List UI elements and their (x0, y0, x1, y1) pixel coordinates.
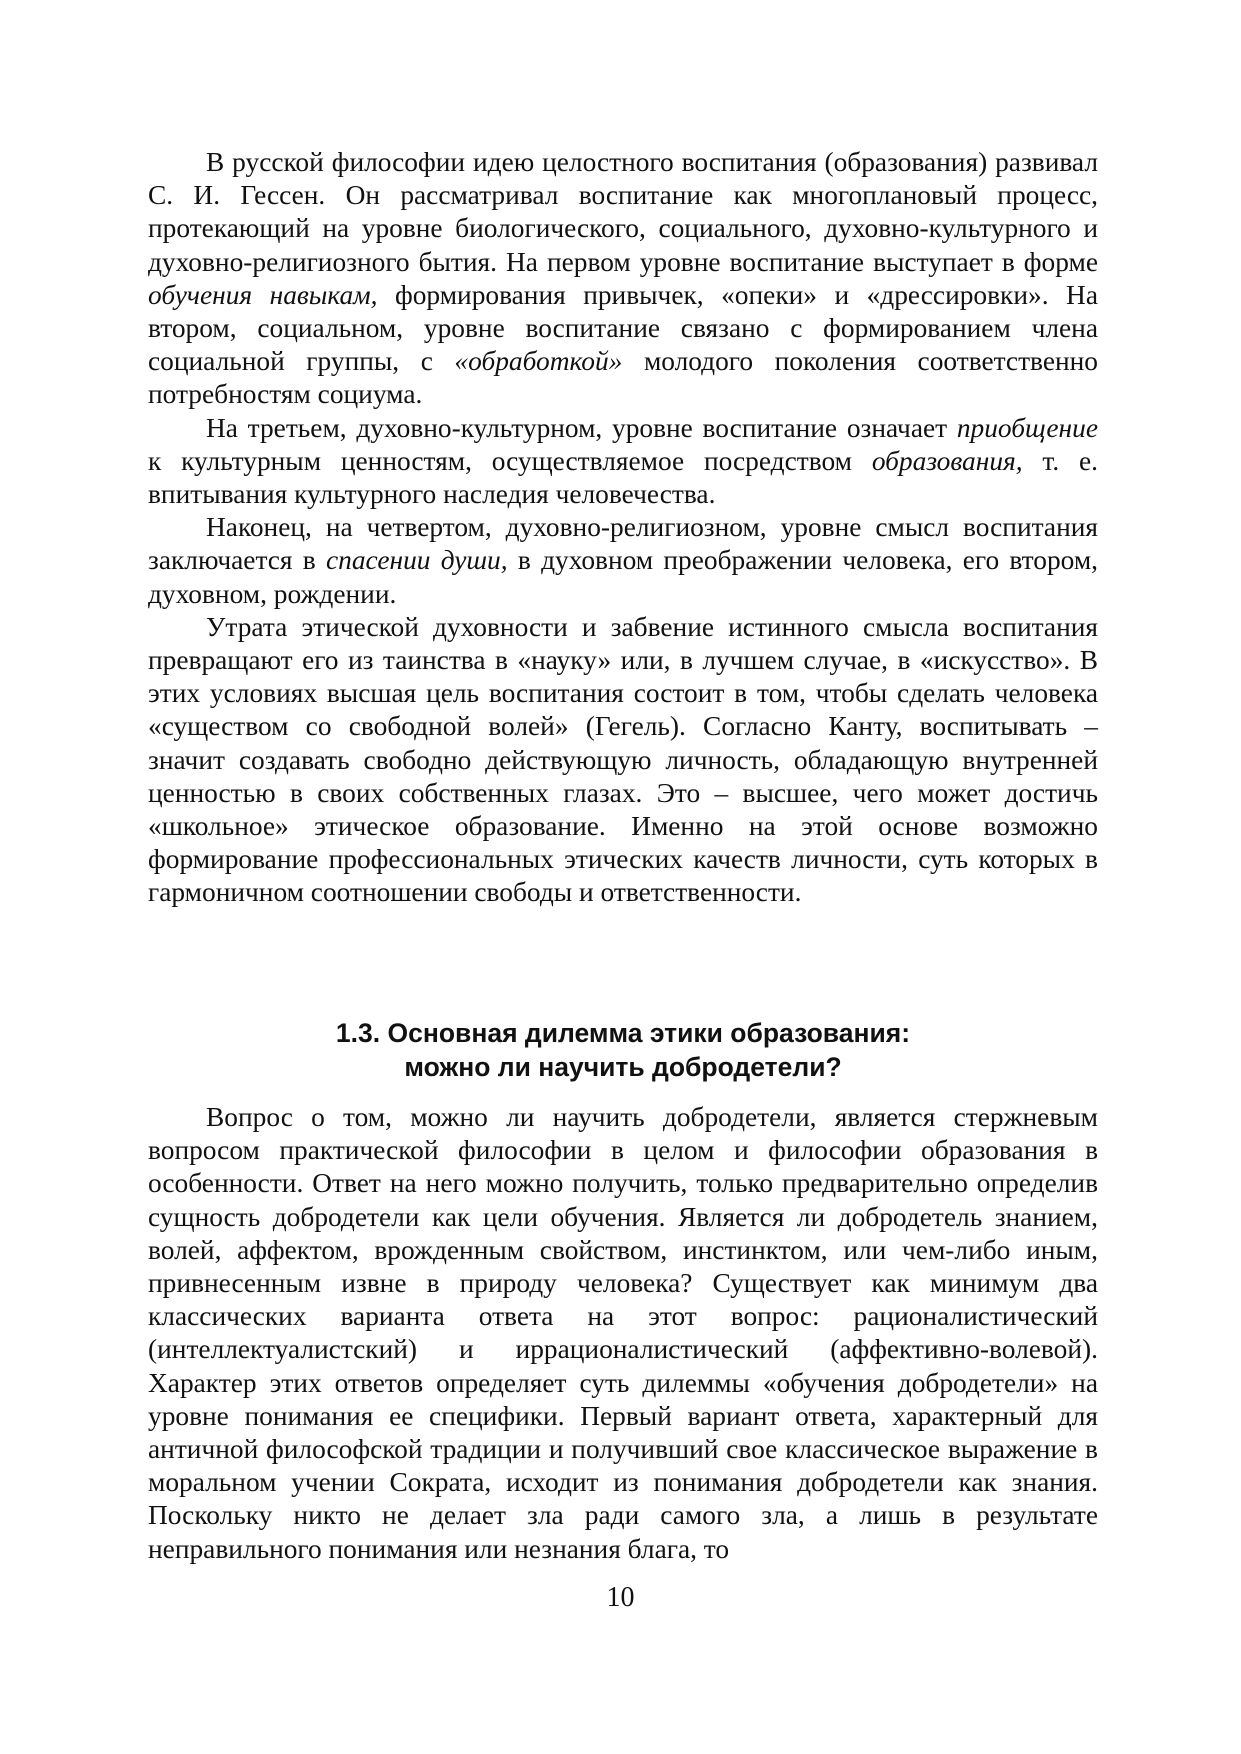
section-heading-line-2: можно ли научить добродетели? (404, 1052, 842, 1082)
paragraph (148, 511, 1098, 611)
text-run: в духовном преображении человека, его втором, духовном, рождении. (148, 545, 1099, 609)
italic-text-run: приобщение (956, 412, 1098, 443)
text-run: Утрата этической духовности и забвение истинного смысла воспитания превращают его из таинства в «науку» или, в лучшем случае, в «искусство». В этих условиях высшая цель воспитания состоит в том, чтобы сделать человека «существом со свободной волей» (Гегель). Согласно Канту, воспитывать – значит создавать свободно действующую личность, обладающую внутренней ценностью в своих собственных глазах. Это – высшее, чего может достичь «школьное» этическое образование. Именно на этой основе возможно формирование профессиональных этических качеств личности, суть которых в гармоничном соотношении свободы и ответственности. (148, 611, 1098, 908)
paragraph (148, 611, 1098, 910)
paragraph (148, 146, 1098, 412)
paragraph (148, 1101, 1098, 1566)
paragraph (148, 412, 1098, 512)
section-heading-line-1: 1.3. Основная дилемма этики образования: (335, 1018, 911, 1048)
text-run: т. е. впитывания культурного наследия человечества. (148, 445, 1099, 510)
text-run: к культурным ценностям, осуществляемое посредством (148, 445, 872, 476)
text-run: формирования привычек, «опеки» и «дрессировки». На втором, социальном, уровне воспитание связано с формированием члена социальной группы, с (148, 279, 1098, 377)
italic-text-run: обучения навыкам, (148, 279, 378, 310)
text-run: На третьем, духовно-культурном, уровне воспитание означает (206, 412, 957, 443)
text-run: Наконец, на четвертом, духовно-религиозном, уровне смысл воспитания заключается в (148, 512, 1098, 576)
text-run: молодого поколения соответственно потребностям социума. (148, 346, 1098, 410)
body-text-bottom (148, 1101, 1098, 1566)
italic-text-run: спасении души, (325, 545, 508, 576)
text-run: Вопрос о том, можно ли научить добродетели, является стержневым вопросом практической философии в целом и философии образования в особенности. Ответ на него можно получить, только предварительно определив сущность добродетели как цели обучения. Является ли добродетель знанием, волей, аффектом, врожденным свойством, инстинктом, или чем-либо иным, привнесенным извне в природу человека? Существует как минимум два классических варианта ответа на этот вопрос: рационалистический (интеллектуалистский) и иррационалистический (аффективно-волевой). Характер этих ответов определяет суть дилеммы «обучения добродетели» на уровне понимания ее специфики. Первый вариант ответа, характерный для античной философской традиции и получивший свое классическое выражение в моральном учении Сократа, исходит из понимания добродетели как знания. Поскольку никто не делает зла ради самого зла, а лишь в результате неправильного понимания или незнания блага, то (148, 1102, 1098, 1564)
body-text-top (148, 146, 1098, 910)
section-heading (148, 1016, 1098, 1084)
text-run: В русской философии идею целостного воспитания (образования) развивал С. И. Гессен. Он рассматривал воспитание как многоплановый процесс, протекающий на уровне биологического, социального, духовно-культурного и духовно-религиозного бытия. На первом уровне воспитание выступает в форме (148, 147, 1098, 277)
page-number: 10 (606, 1582, 635, 1613)
italic-text-run: образования, (871, 445, 1023, 476)
italic-text-run: «обработкой» (454, 346, 623, 377)
